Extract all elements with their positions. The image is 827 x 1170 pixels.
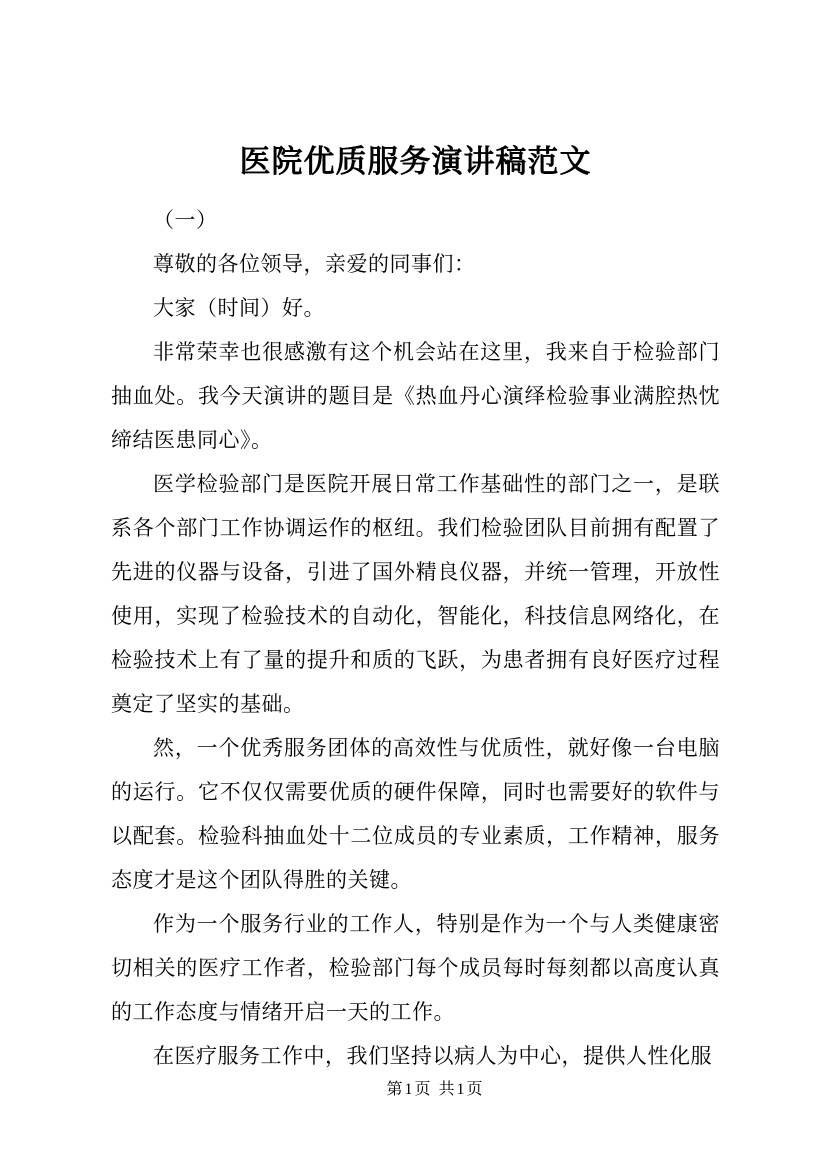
paragraph-greeting: 大家（时间）好。 (153, 296, 325, 320)
page-footer (22, 1076, 827, 1099)
section-marker: （一） (153, 208, 218, 232)
paragraph-salutation: 尊敬的各位领导，亲爱的同事们： (153, 252, 476, 276)
paragraph: 医学检验部门是医院开展日常工作基础性的部门之一，是联系各个部门工作协调运作的枢纽。我们检验团队目前拥有配置了先进的仪器与设备，引进了国外精良仪器，并统一管理，开放性使用，实现了检验技术的自动化，智能化，科技信息网络化，在检验技术上有了量的提升和质的飞跃，为患者拥有良好医疗过程奠定了坚实的基础。 (111, 472, 720, 716)
paragraph: 在医疗服务工作中，我们坚持以病人为中心，提供人性化服 (153, 1044, 712, 1068)
paragraph: 然，一个优秀服务团体的高效性与优质性，就好像一台电脑的运行。它不仅仅需要优质的硬件保障，同时也需要好的软件与以配套。检验科抽血处十二位成员的专业素质，工作精神，服务态度才是这个团队得胜的关键。 (111, 736, 720, 892)
paragraph: 非常荣幸也很感激有这个机会站在这里，我来自于检验部门抽血处。我今天演讲的题目是《热血丹心演绎检验事业满腔热忱缔结医患同心》。 (111, 340, 720, 452)
paragraph: 作为一个服务行业的工作人，特别是作为一个与人类健康密切相关的医疗工作者，检验部门每个成员每时每刻都以高度认真的工作态度与情绪开启一天的工作。 (111, 912, 720, 1024)
document-body (111, 142, 720, 1078)
page-number-label: 第1页 共1页 (386, 1081, 485, 1098)
document-title: 医院优质服务演讲稿范文 (239, 144, 592, 179)
